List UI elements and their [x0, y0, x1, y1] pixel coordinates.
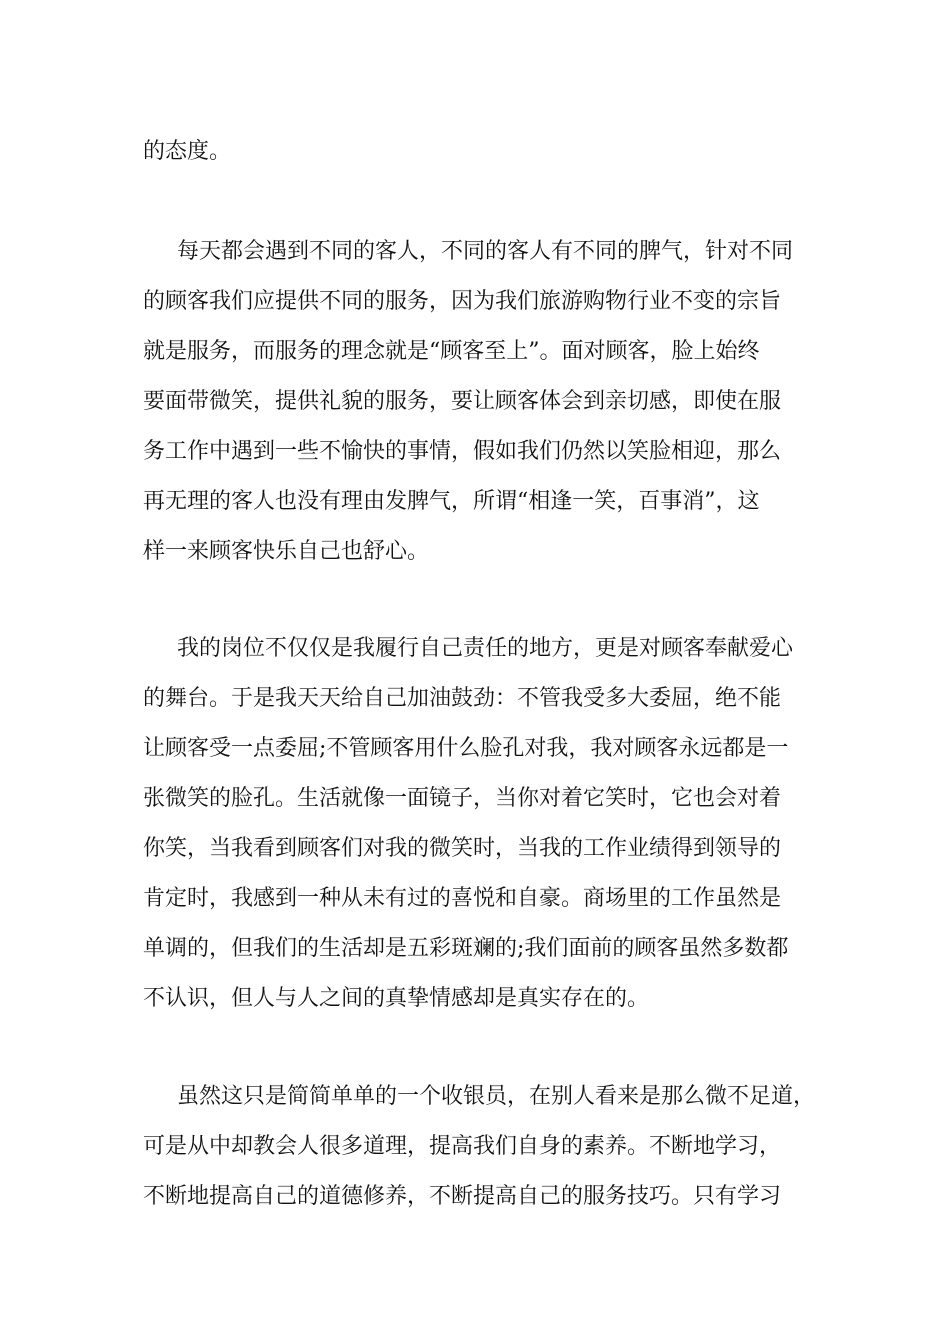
text-line: 样一来顾客快乐自己也舒心。: [143, 539, 430, 564]
text-line: 肯定时，我感到一种从未有过的喜悦和自豪。商场里的工作虽然是: [143, 886, 782, 911]
text-line: 不认识，但人与人之间的真挚情感却是真实存在的。: [143, 986, 650, 1011]
text-line: 单调的，但我们的生活却是五彩斑斓的;我们面前的顾客虽然多数都: [143, 936, 789, 961]
text-line: 的舞台。于是我天天给自己加油鼓劲：不管我受多大委屈，绝不能: [143, 686, 782, 711]
text-line: 的态度。: [143, 139, 232, 164]
text-line: 你笑，当我看到顾客们对我的微笑时，当我的工作业绩得到领导的: [143, 836, 782, 861]
text-line: 不断地提高自己的道德修养，不断提高自己的服务技巧。只有学习: [143, 1184, 782, 1209]
text-line: 要面带微笑，提供礼貌的服务，要让顾客体会到亲切感，即使在服: [143, 389, 782, 414]
text-line: 的顾客我们应提供不同的服务，因为我们旅游购物行业不变的宗旨: [143, 289, 782, 314]
text-line: 可是从中却教会人很多道理，提高我们自身的素养。不断地学习，: [143, 1134, 782, 1159]
text-line: 虽然这只是简简单单的一个收银员，在别人看来是那么微不足道，: [177, 1084, 816, 1109]
text-line: 张微笑的脸孔。生活就像一面镜子，当你对着它笑时，它也会对着: [143, 786, 782, 811]
text-line: 我的岗位不仅仅是我履行自己责任的地方，更是对顾客奉献爱心: [177, 636, 794, 661]
text-line: 每天都会遇到不同的客人，不同的客人有不同的脾气，针对不同: [177, 239, 794, 264]
text-line: 就是服务，而服务的理念就是“顾客至上”。面对顾客，脸上始终: [143, 339, 760, 364]
text-line: 务工作中遇到一些不愉快的事情，假如我们仍然以笑脸相迎，那么: [143, 439, 782, 464]
text-line: 再无理的客人也没有理由发脾气，所谓“相逢一笑，百事消”，这: [143, 489, 760, 514]
text-line: 让顾客受一点委屈;不管顾客用什么脸孔对我，我对顾客永远都是一: [143, 736, 789, 761]
